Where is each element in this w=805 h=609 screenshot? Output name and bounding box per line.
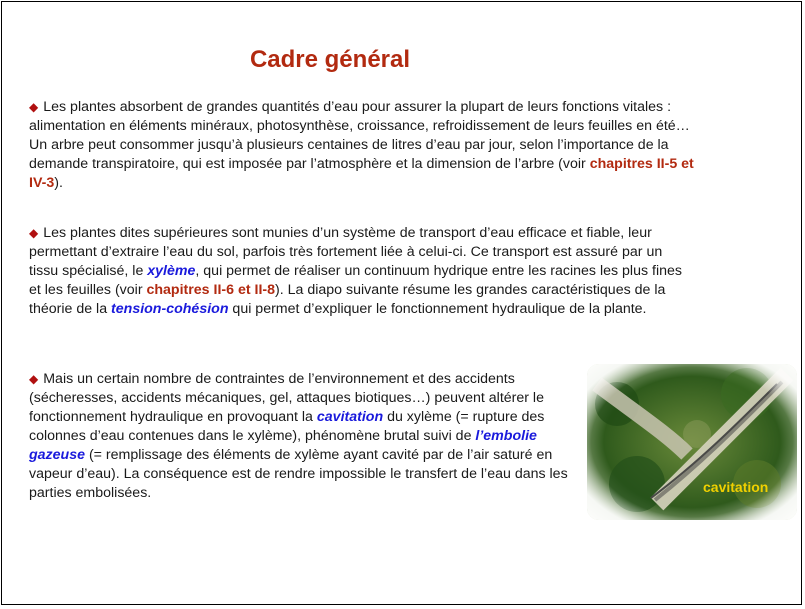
cavitation-micrograph xyxy=(587,364,797,520)
paragraph-3-text-1: Mais un certain nombre de contraintes de l’environnement et des accidents (sécheresses, accidents mécaniques, gel, attaques biotiques…) peuvent altérer le fonctionnement hydraulique en provoquant la xyxy=(29,371,544,425)
paragraph-1 xyxy=(29,98,694,193)
slide-title: Cadre général xyxy=(249,46,411,73)
paragraph-1-end: ). xyxy=(54,175,63,191)
paragraph-2 xyxy=(29,224,694,319)
bullet-diamond-icon: ◆ xyxy=(29,226,39,240)
term-cavitation: cavitation xyxy=(316,409,384,425)
paragraph-2-text-1: Les plantes dites supérieures sont munies d’un système de transport d’eau efficace et fiable, leur permettant d’extraire l’eau du sol, parfois très fortement liée à celui-ci. Ce transport est assuré par un tissu spécialisé, le xyxy=(29,225,663,279)
chapter-reference: chapitres II-5 et IV-3 xyxy=(29,156,694,191)
term-tension-cohesion: tension-cohésion xyxy=(111,301,229,317)
term-embolie-gazeuse: l’embolie gazeuse xyxy=(29,428,537,463)
paragraph-3 xyxy=(29,370,589,503)
paragraph-1-text: Les plantes absorbent de grandes quantités d’eau pour assurer la plupart de leurs fonctions vitales : alimentation en éléments minéraux, photosynthèse, croissance, refroidissement de leurs feuilles en été… Un arbre peut consommer jusqu’à plusieurs centaines de litres d’eau par jour, selon l’importance de la demande transpiratoire, qui est imposée par l’atmosphère et la dimension de l’arbre (voir xyxy=(29,99,690,172)
bullet-diamond-icon: ◆ xyxy=(29,100,39,114)
paragraph-3-text-2: du xylème (= rupture des colonnes d’eau contenues dans le xylème), phénomène brutal suivi de xyxy=(29,409,545,444)
paragraph-3-text-3: (= remplissage des éléments de xylème ayant cavité par de l’air saturé en vapeur d’eau). La conséquence est de rendre impossible le transfert de l’eau dans les parties embolisées. xyxy=(29,447,568,501)
term-xyleme: xylème xyxy=(147,263,196,279)
paragraph-2-text-4: qui permet d’expliquer le fonctionnement hydraulique de la plante. xyxy=(228,301,647,317)
bullet-diamond-icon: ◆ xyxy=(29,372,39,386)
paragraph-2-text-3: ). La diapo suivante résume les grandes caractéristiques de la théorie de la xyxy=(29,282,666,317)
cavitation-label: cavitation xyxy=(703,479,769,495)
paragraph-2-text-2: , qui permet de réaliser un continuum hydrique entre les racines les plus fines et les feuilles (voir xyxy=(29,263,682,298)
chapter-reference: chapitres II-6 et II-8 xyxy=(146,282,276,298)
